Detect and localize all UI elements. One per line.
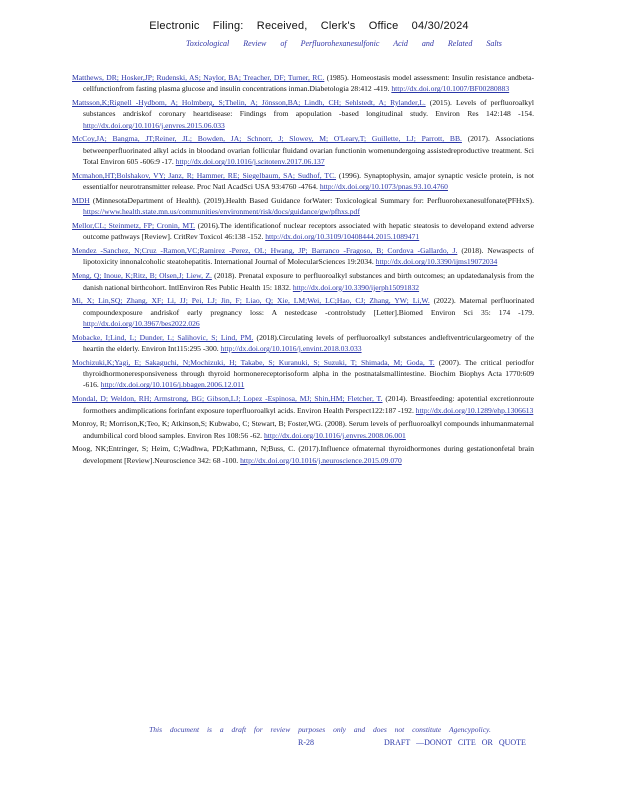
reference-doi-link[interactable]: http://dx.doi.org/10.1016/j.envres.2015.06.033 <box>83 120 225 130</box>
reference-citation-text: (MinnesotaDepartment of Health). (2019).Health Based Guidance forWater: Toxicological Summary for: Perfluorohexanesulfonate(PFHxS). <box>89 195 534 205</box>
reference-authors-link[interactable]: Mcmahon,HT;Bolshakov, VY; Janz, R; Hammer, RE; Siegelbaum, SA; Sudhof, TC. <box>72 170 337 180</box>
reference-citation-text: (2018). Prenatal exposure to perfluoroalkyl substances and birth outcomes; an updatedanalysis from the danish national birthcohort. IntlEnviron Res Public Health 15: 1832. <box>83 271 534 292</box>
reference-authors-link[interactable]: Mondal, D; Weldon, RH; Armstrong, BG; Gibson,LJ; Lopez -Espinosa, MJ; Shin,HM; Fletcher, T. <box>72 394 383 404</box>
reference-citation-text: (2022). Maternal perfluorinated compoundexposure andriskof early pregnancy loss: A nestedcase -controlstudy [Letter].Biomed Environ Sci 35: 174 -179. <box>83 296 534 317</box>
reference-doi-link[interactable]: http://dx.doi.org/10.1007/BF00280883 <box>391 84 510 94</box>
reference-doi-link[interactable]: http://dx.doi.org/10.3390/ijms19072034 <box>375 257 498 267</box>
reference-citation-text: Monroy, R; Morrison,K;Teo, K; Atkinson,S; Kubwabo, C; Stewart, B; Foster,WG. (2008). Serum levels of perfluoroalkyl compounds inhumanmaternal andumbilical cord blood samples. Environ Res 108:56 -62. <box>72 419 534 440</box>
reference-citation-text: (1985). Homeostasis model assessment: Insulin resistance andbeta-cellfunctionfrom fasting plasma glucose and insulin concentrations inman.Diabetologia 28:412 -419. <box>83 73 534 94</box>
reference-authors-link[interactable]: Mi, X; Lin,SQ; Zhang, XF; Li, JJ; Pei, LJ; Jin, F; Liao, Q; Xie, LM;Wei, LC;Hao, CJ; Zhang, YW; Li,W. <box>72 296 430 306</box>
reference-doi-link[interactable]: http://dx.doi.org/10.3967/bes2022.026 <box>83 318 200 328</box>
reference-entry <box>72 357 534 391</box>
reference-citation-text: (2015). Levels of perfluoroalkyl substances andriskof coronary heartdisease: Findings from apopulation -based longitudinal study. Environ Res 142:148 -154. <box>83 98 534 119</box>
reference-entry <box>72 170 534 193</box>
reference-doi-link[interactable]: http://dx.doi.org/10.1016/j.bbagen.2006.12.011 <box>100 380 245 390</box>
reference-entry <box>72 133 534 167</box>
reference-entry <box>72 418 534 441</box>
draft-disclaimer: This document is a draft for review purposes only and does not constitute Agencypolicy. <box>149 725 491 734</box>
reference-entry <box>72 332 534 355</box>
reference-doi-link[interactable]: http://dx.doi.org/10.1073/pnas.93.10.4760 <box>319 182 448 192</box>
reference-entry <box>72 245 534 268</box>
reference-citation-text: (2017). Associations betweenperfluorinated alkyl acids in bloodand ovarian follicular fluidand ovarian functionin womenundergoing assistedreproductive treatment. Sci Total Environ 605 -606:9 -17. <box>83 134 534 167</box>
reference-doi-link[interactable]: http://dx.doi.org/10.1016/j.neuroscience.2015.09.070 <box>240 455 402 465</box>
reference-citation-text: Moog, NK;Entringer, S; Heim, C;Wadhwa, PD;Kathmann, N;Buss, C. (2017).Influence ofmaternal thyroidhormones during gestationonfetal brain development [Review].Neuroscience 342: 68 -100. <box>72 444 534 465</box>
reference-authors-link[interactable]: Mellor,CL; Steinmetz, FP; Cronin, MT. <box>72 221 196 231</box>
reference-citation-text: (2007). The critical periodfor thyroidhormoneresponsiveness through thyroid hormonereceptorisoform alpha in the postnatalsmallintestine. Biochim Biophys Acta 1770:609 -616. <box>83 357 534 390</box>
reference-authors-link[interactable]: Mobacke, I;Lind, L; Dunder, L; Salihovic, S; Lind, PM. <box>72 332 254 342</box>
reference-authors-link[interactable]: McCoy,JA; Bangma, JT;Reiner, JL; Bowden, JA; Schnorr, J; Slowey, M; O'Leary,T; Guillette, LJ; Parrott, BB. <box>72 134 462 144</box>
reference-entry <box>72 195 534 218</box>
draft-notice: DRAFT —DONOT CITE OR QUOTE <box>384 738 526 747</box>
reference-authors-link[interactable]: Meng, Q; Inoue, K;Ritz, B; Olsen,J; Liew, Z. <box>72 271 212 281</box>
reference-entry <box>72 270 534 293</box>
reference-list <box>72 72 534 469</box>
reference-doi-link[interactable]: https://www.health.state.mn.us/communities/environment/risk/docs/guidance/gw/pfhxs.pdf <box>83 207 360 217</box>
reference-entry <box>72 443 534 466</box>
reference-authors-link[interactable]: MDH <box>72 195 90 205</box>
reference-doi-link[interactable]: http://dx.doi.org/10.3109/10408444.2015.1089471 <box>265 232 420 242</box>
reference-entry <box>72 295 534 329</box>
reference-authors-link[interactable]: Matthews, DR; Hosker,JP; Rudenski, AS; Naylor, BA; Treacher, DF; Turner, RC. <box>72 73 325 82</box>
reference-doi-link[interactable]: http://dx.doi.org/10.1016/j.scitotenv.2017.06.137 <box>175 157 325 167</box>
reference-citation-text: (2018). Newaspects of lipotoxicity innonalcoholic steatohepatitis. International Journal of MolecularSciences 19:2034. <box>83 246 534 267</box>
reference-citation-text: (2018).Circulating levels of perfluoroalkyl substances andleftventriculargeometry of the heartin the elderly. Environ Int115:295 -300. <box>83 332 534 354</box>
reference-authors-link[interactable]: Mochizuki,K;Yagi, E; Sakaguchi, N;Mochizuki, H; Takabe, S; Kuranuki, S; Suzuki, T; Shimada, M; Goda, T. <box>72 357 435 367</box>
reference-authors-link[interactable]: Mendez -Sanchez, N;Cruz -Ramon,VC;Ramirez -Perez, OL; Hwang, JP; Barranco -Fragoso, B; Cordova -Gallardo, J. <box>72 246 458 256</box>
reference-citation-text: (1996). Synaptophysin, amajor synaptic vesicle protein, is not essentialfor neurotransmitter release. Proc Natl AcadSci USA 93:4760 -4764. <box>83 170 534 192</box>
reference-citation-text: (2014). Breastfeeding: apotential excretionroute formothers andimplications forinfant exposure toperfluoroalkyl acids. Environ Health Perspect122:187 -192. <box>83 394 534 415</box>
page-number: R-28 <box>298 738 314 747</box>
reference-doi-link[interactable]: http://dx.doi.org/10.1016/j.envint.2018.03.033 <box>220 344 362 354</box>
reference-doi-link[interactable]: http://dx.doi.org/10.3390/ijerph15091832 <box>292 282 420 292</box>
reference-entry <box>72 72 534 95</box>
reference-citation-text: (2016).The identificationof nuclear receptors associated with hepatic steatosis to developand extend adverse outcome pathways [Review]. CritRev Toxicol 46:138 -152. <box>83 221 534 242</box>
reference-doi-link[interactable]: http://dx.doi.org/10.1289/ehp.1306613 <box>415 405 534 415</box>
reference-entry <box>72 97 534 131</box>
filing-stamp: Electronic Filing: Received, Clerk's Office 04/30/2024 <box>149 20 469 32</box>
running-title: Toxicological Review of Perfluorohexanesulfonic Acid and Related Salts <box>186 39 502 48</box>
reference-doi-link[interactable]: http://dx.doi.org/10.1016/j.envres.2008.06.001 <box>263 430 406 440</box>
reference-authors-link[interactable]: Mattsson,K;Rignell -Hydbom, A; Holmberg, S;Thelin, A; Jönsson,BA; Lindh, CH; Sehlstedt, A; Rylander,L. <box>72 98 426 108</box>
reference-entry <box>72 393 534 416</box>
reference-entry <box>72 220 534 243</box>
